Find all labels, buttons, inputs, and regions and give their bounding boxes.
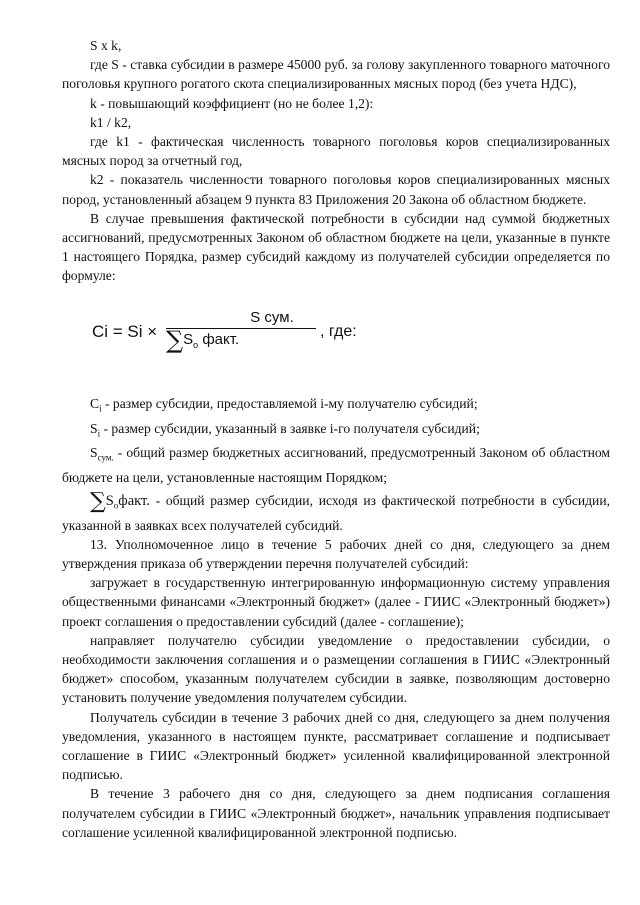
sfact-subscript: о	[113, 500, 119, 511]
def-si	[62, 419, 610, 444]
sfact-text: - общий размер субсидии, исходя из фактической потребности в субсидии, указанной в заявках всех получателей субсидий.	[62, 492, 610, 533]
formula-line-k1k2: k1 / k2,	[90, 114, 132, 130]
sigma-icon: ∑	[90, 488, 106, 514]
paragraph-k-definition: k - повышающий коэффициент (но не более 1,2):	[90, 95, 374, 111]
def-sfact	[62, 488, 610, 535]
formula-line-sxk: S x k,	[90, 38, 122, 53]
paragraph-head-signs: В течение 3 рабочего дня со дня, следующего за днем подписания соглашения получателем субсидии в ГИИС «Электронный бюджет», начальник управления подписывает соглашение усиленной квалифицированной электронной подписью.	[62, 786, 610, 840]
ci-symbol: C	[90, 395, 100, 411]
paragraph-k1-definition: где k1 - фактическая численность товарного поголовья коров специализированных мясных пород за отчетный год,	[62, 134, 610, 169]
formula-denominator	[166, 325, 318, 355]
formula-numerator: S сум.	[250, 308, 294, 326]
paragraph-excess-demand: В случае превышения фактической потребности в субсидии над суммой бюджетных ассигнований, предусмотренных Законом об областном бюджете на цели, указанные в пункте 1 настоящего Порядка, размер субсидий каждому из получателей субсидии определяется по формуле:	[62, 210, 610, 284]
ssum-subscript: сум.	[97, 453, 114, 464]
paragraph-s-definition: где S - ставка субсидии в размере 45000 руб. за голову закупленного товарного маточного поголовья крупного рогатого скота специализированных мясных пород (без учета НДС),	[62, 57, 610, 92]
sfact-symbol: S	[105, 492, 114, 509]
def-ci	[62, 394, 610, 419]
subsidy-formula	[62, 308, 610, 366]
formula-tail: , где:	[320, 322, 357, 340]
si-text: - размер субсидии, указанный в заявке i-го получателя субсидий;	[100, 420, 480, 436]
formula-left-side: Ci = Si ×	[92, 321, 158, 341]
denominator-rest: факт.	[198, 330, 240, 348]
paragraph-13: 13. Уполномоченное лицо в течение 5 рабочих дней со дня, следующего за днем утверждения приказа об утверждении перечня получателей субсидий:	[62, 536, 610, 571]
denominator-sub: о	[193, 339, 199, 350]
def-ssum	[62, 443, 610, 487]
ssum-symbol: S	[90, 445, 98, 461]
sfact-word: факт.	[118, 492, 150, 509]
document-page	[62, 36, 610, 842]
paragraph-k2-definition: k2 - показатель численности товарного поголовья коров специализированных мясных пород, установленный абзацем 9 пункта 83 Приложения 20 Закона об областном бюджете.	[62, 172, 610, 207]
si-symbol: S	[90, 420, 98, 436]
ci-subscript: i	[99, 403, 102, 414]
sigma-icon: ∑	[166, 325, 184, 354]
fraction-bar	[166, 328, 316, 329]
ssum-text: - общий размер бюджетных ассигнований, предусмотренный Законом об областном бюджете на цели, установленные настоящим Порядком;	[62, 445, 610, 486]
denominator-s: S	[183, 330, 194, 348]
si-subscript: i	[97, 428, 101, 439]
paragraph-recipient-signs: Получатель субсидии в течение 3 рабочих дней со дня, следующего за днем получения уведомления, указанного в настоящем пункте, рассматривает соглашение и подписывает соглашение в ГИИС «Электронный бюджет» усиленной квалифицированной электронной подписью.	[62, 709, 610, 783]
paragraph-send-notice: направляет получателю субсидии уведомление о предоставлении субсидии, о необходимости заключения соглашения и о размещении соглашения в ГИИС «Электронный бюджет» способом, указанным получателем субсидии в заявке, позволяющим достоверно установить получение уведомления получателем субсидии.	[62, 632, 610, 706]
paragraph-upload-draft: загружает в государственную интегрированную информационную систему управления общественными финансами «Электронный бюджет» (далее - ГИИС «Электронный бюджет») проект соглашения о предоставлении субсидий (далее - соглашение);	[62, 575, 610, 629]
ci-text: - размер субсидии, предоставляемой i-му получателю субсидий;	[101, 395, 478, 411]
